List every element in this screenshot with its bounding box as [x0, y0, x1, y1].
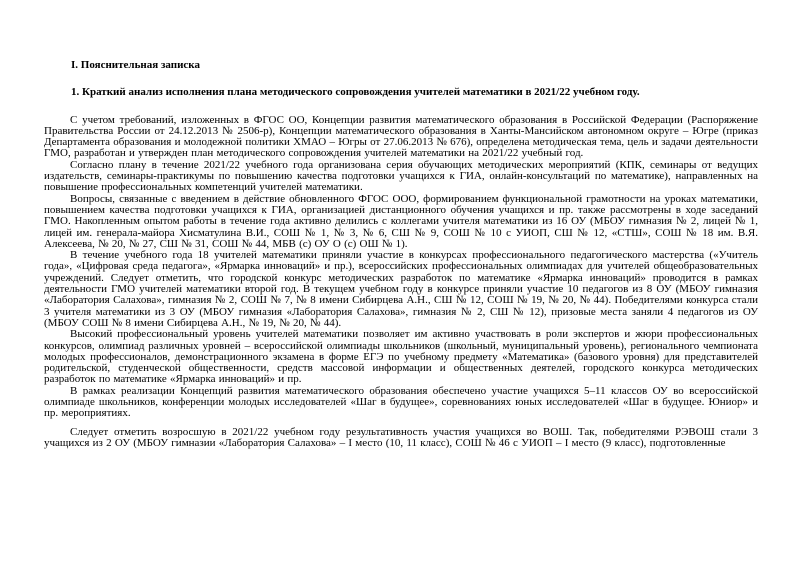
paragraph: Согласно плану в течение 2021/22 учебного года организована серия обучающих методических мероприятий (КПК, семинары от ведущих издательств, семинары-практикумы по повышению качества подготовки учащихся к ГИА, онлайн-консультаций по математике), направленных на повышение профессиональных компетенций учителей математики. [44, 158, 758, 194]
paragraph: В рамках реализации Концепций развития математического образования обеспечено участие учащихся 5–11 классов ОУ во всероссийской олимпиаде школьников, конференции молодых исследователей «Шаг в будущее», соревнованиях юных исследователей «Шаг в будущее. Юниор» и пр. мероприятиях. [44, 384, 758, 420]
document-content [44, 60, 758, 449]
subsection-heading: 1. Краткий анализ исполнения плана методического сопровождения учителей математики в 2021/22 учебном году. [71, 86, 640, 99]
section-heading: I. Пояснительная записка [71, 59, 200, 71]
paragraph: В течение учебного года 18 учителей математики приняли участие в конкурсах профессионального педагогического мастерства («Учитель года», «Цифровая среда педагога», «Ярмарка инноваций» и пр.), всероссийских профессиональных олимпиадах для учителей общеобразовательных учреждений. Следует отметить, что городской конкурс методических разработок по математике «Ярмарка инноваций» проводится в рамках деятельности ГМО учителей математики второй год. В текущем учебном году в конкурсе приняли участие 10 педагогов из 8 ОУ (МБОУ гимназия «Лаборатория Салахова», гимназия № 2, СОШ № 7, № 8 имени Сибирцева А.Н., СШ № 12, СОШ № 19, № 20, № 44). Победителями конкурса стали 3 учителя математики из 3 ОУ (МБОУ гимназия «Лаборатория Салахова», гимназия № 2, СШ № 12), призовые места заняли 4 педагогов из ОУ (МБОУ СОШ № 8 имени Сибирцева А.Н., № 19, № 20, № 44). [44, 249, 758, 329]
paragraph: Вопросы, связанные с введением в действие обновленного ФГОС ООО, формированием функциональной грамотности на уроках математики, повышением качества подготовки учащихся к ГИА, организацией дистанционного обучения учащихся и пр. также рассмотрены в ходе заседаний ГМО. Накопленным опытом работы в течение года активно делились с коллегами учителя математики из 16 ОУ (МБОУ гимназия № 2, лицей № 1, лицей им. генерала-майора Хисматулина В.И., СОШ № 1, № 3, № 6, СШ № 9, СОШ № 10 с УИОП, СШ № 12, «СТШ», СОШ № 18 им. В.Я. Алексеева, № 20, № 27, СШ № 31, СОШ № 44, МБВ (с) ОУ О (с) ОШ № 1). [44, 192, 758, 250]
paragraph: С учетом требований, изложенных в ФГОС ОО, Концепции развития математического образования в Российской Федерации (Распоряжение Правительства России от 24.12.2013 № 2506-р), Концепции математического образования в Ханты-Мансийском автономном округе – Югре (приказ Департамента образования и молодежной политики ХМАО – Югры от 27.06.2013 № 676), определена методическая тема, цель и задачи деятельности ГМО, разработан и утвержден план методического сопровождения учителей математики на 2021/22 учебный год. [44, 113, 758, 160]
paragraph: Высокий профессиональный уровень учителей математики позволяет им активно участвовать в роли экспертов и жюри профессиональных конкурсов, олимпиад различных уровней – всероссийской олимпиады школьников (школьный, муниципальный уровень), регионального чемпионата молодых профессионалов, демонстрационного экзамена в форме ЕГЭ по учебному предмету «Математика» (базового уровня) для представителей родительской, студенческой общественности, средств массовой информации и общественных деятелей, городского конкурса методических разработок по математике «Ярмарка инноваций» и пр. [44, 328, 758, 386]
paragraph: Следует отметить возросшую в 2021/22 учебном году результативность участия учащихся во ВОШ. Так, победителями РЭВОШ стали 3 учащихся из 2 ОУ (МБОУ гимназии «Лаборатория Салахова» – I место (10, 11 класс), СОШ № 46 с УИОП – I место (9 класс), подготовленные [44, 425, 758, 449]
